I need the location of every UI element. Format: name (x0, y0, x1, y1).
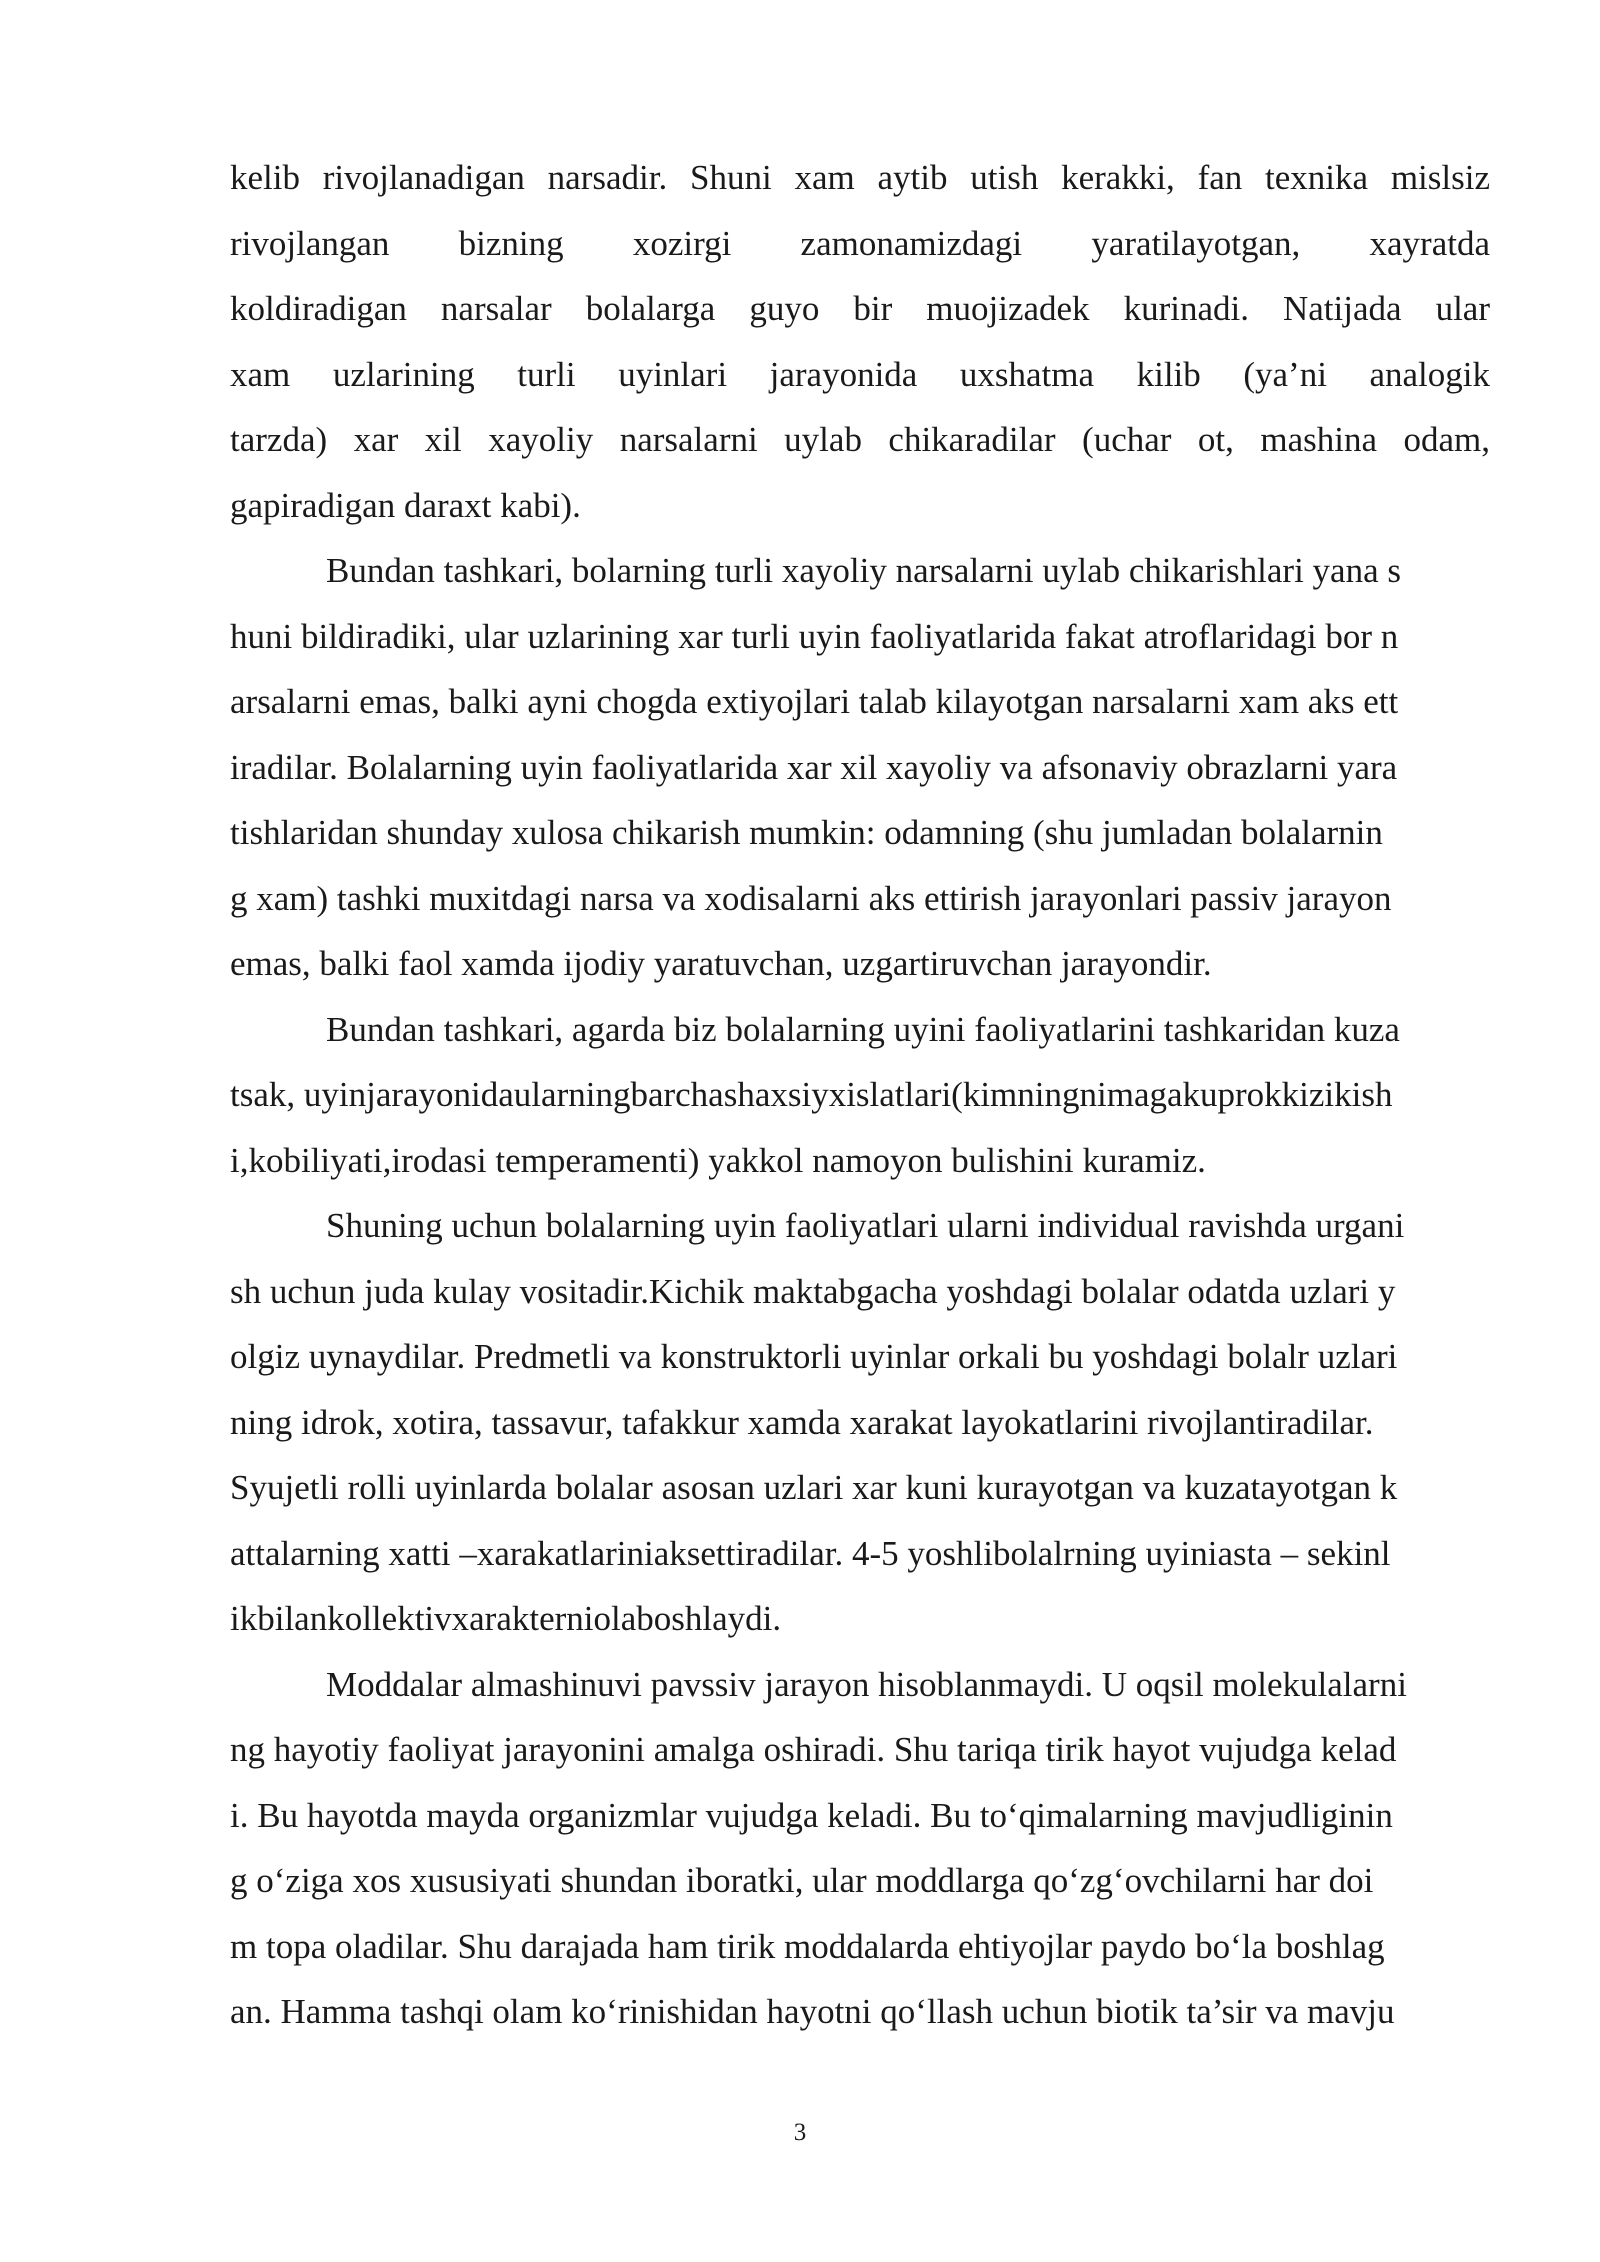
paragraph-first-line: Bundan tashkari, agarda biz bolalarning uyini faoliyatlarini tashkaridan kuza (326, 1009, 1400, 1049)
text-line: Syujetli rolli uyinlarda bolalar asosan uzlari xar kuni kurayotgan va kuzatayotgan k (230, 1468, 1398, 1507)
text-line: an. Hamma tashqi olam ko‘rinishidan hayotni qo‘llash uchun biotik ta’sir va mavju (230, 1992, 1395, 2031)
text-line: i,kobiliyati,irodasi temperamenti) yakkol namoyon bulishini kuramiz. (230, 1140, 1206, 1180)
text-line: g o‘ziga xos xususiyati shundan iboratki, ular moddlarga qo‘zg‘ovchilarni har doi (230, 1861, 1374, 1900)
text-line: sh uchun juda kulay vositadir.Kichik maktabgacha yoshdagi bolalar odatda uzlari y (230, 1271, 1396, 1311)
text-line: tsak, uyinjarayonidaularningbarchashaxsiyxislatlari(kimningnimagakuprokkizikish (230, 1075, 1393, 1114)
page-number: 3 (793, 2119, 807, 2146)
text-line: emas, balki faol xamda ijodiy yaratuvchan, uzgartiruvchan jarayondir. (230, 944, 1212, 983)
text-line: gapiradigan daraxt kabi). (230, 485, 581, 525)
text-line: m topa oladilar. Shu darajada ham tirik moddalarda ehtiyojlar paydo bo‘la boshlag (230, 1926, 1385, 1966)
text-line: attalarning xatti –xarakatlariniaksettiradilar. 4-5 yoshlibolalrning uyiniasta – sekinl (230, 1533, 1391, 1573)
paragraph-first-line: Moddalar almashinuvi pavssiv jarayon hisoblanmaydi. U oqsil molekulalarni (326, 1664, 1407, 1704)
text-line: tishlaridan shunday xulosa chikarish mumkin: odamning (shu jumladan bolalarnin (230, 813, 1383, 852)
text-line: ng hayotiy faoliyat jarayonini amalga oshiradi. Shu tariqa tirik hayot vujudga kelad (230, 1730, 1397, 1769)
text-line: tarzda) xar xil xayoliy narsalarni uylab chikaradilar (uchar ot, mashina odam, (230, 420, 1490, 459)
text-line: kelib rivojlanadigan narsadir. Shuni xam aytib utish kerakki, fan texnika mislsiz (230, 158, 1490, 197)
text-line: olgiz uynaydilar. Predmetli va konstruktorli uyinlar orkali bu yoshdagi bolalr uzlari (230, 1337, 1398, 1376)
text-line: rivojlangan bizning xozirgi zamonamizdagi yaratilayotgan, xayratda (230, 223, 1490, 263)
text-line: g xam) tashki muxitdagi narsa va xodisalarni aks ettirish jarayonlari passiv jarayon (230, 878, 1392, 918)
paragraph-first-line: Shuning uchun bolalarning uyin faoliyatlari ularni individual ravishda urgani (326, 1206, 1405, 1245)
text-line: ning idrok, xotira, tassavur, tafakkur xamda xarakat layokatlarini rivojlantiradilar. (230, 1402, 1374, 1442)
text-line: i. Bu hayotda mayda organizmlar vujudga keladi. Bu to‘qimalarning mavjudliginin (230, 1795, 1393, 1835)
text-line: arsalarni emas, balki ayni chogda extiyojlari talab kilayotgan narsalarni xam aks ett (230, 682, 1399, 721)
text-line: xam uzlarining turli uyinlari jarayonida uxshatma kilib (ya’ni analogik (230, 354, 1490, 394)
paragraph-first-line: Bundan tashkari, bolarning turli xayoliy narsalarni uylab chikarishlari yana s (326, 551, 1401, 590)
text-line: huni bildiradiki, ular uzlarining xar turli uyin faoliyatlarida fakat atroflaridagi bor n (230, 616, 1399, 656)
text-line: iradilar. Bolalarning uyin faoliyatlarida xar xil xayoliy va afsonaviy obrazlarni yara (230, 747, 1398, 787)
body-text (230, 145, 1490, 2045)
text-line: koldiradigan narsalar bolalarga guyo bir muojizadek kurinadi. Natijada ular (230, 289, 1490, 328)
text-line: ikbilankollektivxarakterniolaboshlaydi. (230, 1599, 782, 1638)
